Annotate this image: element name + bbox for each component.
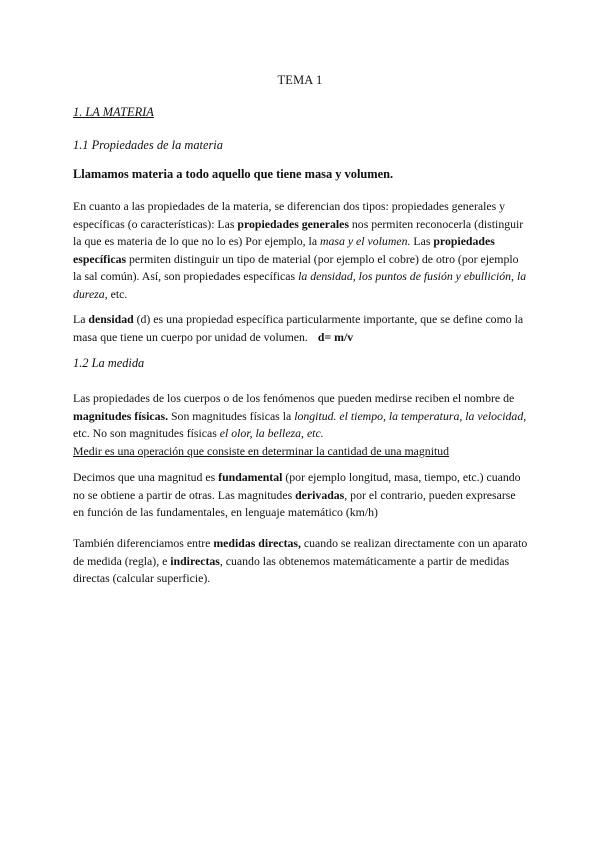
bold-term: propiedades generales xyxy=(237,216,349,231)
text: Son magnitudes físicas la xyxy=(168,408,295,423)
text: cuando se realizan directamente con un aparato de medida (regla), e xyxy=(73,536,528,568)
text: , por el contrario, pueden expresarse en función de las fundamentales, en lenguaje matemático (km/h) xyxy=(73,487,516,520)
text: Las propiedades de los cuerpos o de los fenómenos que pueden medirse reciben el nombre de xyxy=(73,391,515,405)
bold-term: densidad xyxy=(88,312,134,326)
definition-lead: Llamamos materia a todo aquello que tiene masa y volumen. xyxy=(73,167,394,181)
paragraph-fundamental xyxy=(73,469,528,522)
bold-term: derivadas xyxy=(295,487,345,502)
document-title: TEMA 1 xyxy=(277,73,323,87)
text: La xyxy=(73,312,89,326)
bold-term: magnitudes físicas. xyxy=(73,408,169,423)
text: , etc. xyxy=(104,286,128,301)
subsection-heading-1-2: 1.2 La medida xyxy=(73,356,145,370)
italic-term: el olor, la belleza, etc. xyxy=(219,426,324,441)
italic-term: la densidad, los puntos de fusión y ebullición, la dureza xyxy=(73,269,527,301)
paragraph-properties xyxy=(73,198,528,304)
text: También diferenciamos entre xyxy=(73,536,214,550)
text: (d) es una propiedad específica particularmente importante, que se define como la masa que tiene un cuerpo por unidad de volumen. xyxy=(73,312,524,344)
italic-term: longitud. el tiempo, la temperatura, la velocidad xyxy=(294,408,524,423)
bold-term: medidas directas, xyxy=(213,536,301,550)
text: , cuando las obtenemos matemáticamente a partir de medidas directas (calcular superficie). xyxy=(73,553,510,586)
bold-term: propiedades específicas xyxy=(73,234,495,266)
text: Decimos que una magnitud es xyxy=(73,470,219,484)
paragraph-density xyxy=(73,311,528,346)
underlined-definition: Medir es una operación que consiste en determinar la cantidad de una magnitud xyxy=(73,443,450,458)
italic-term: masa y el volumen. xyxy=(320,234,411,249)
text: (por ejemplo longitud, masa, tiempo, etc.) cuando no se obtiene a partir de otras. Las magnitudes xyxy=(73,470,521,502)
text: nos permiten reconocerla (distinguir la que es materia de lo que no lo es) Por ejemplo, la xyxy=(73,216,524,249)
text: Las xyxy=(410,234,434,249)
text: , etc. No son magnitudes físicas xyxy=(73,408,527,441)
section-heading-1: 1. LA MATERIA xyxy=(73,105,154,119)
paragraph-measurements xyxy=(73,535,528,588)
bold-term: fundamental xyxy=(218,470,283,484)
text: En cuanto a las propiedades de la materia, se diferencian dos tipos: propiedades generales y específicas (o características): Las xyxy=(73,199,506,231)
bold-term: indirectas xyxy=(170,553,220,568)
density-formula: d= m/v xyxy=(317,329,354,344)
subsection-heading-1-1: 1.1 Propiedades de la materia xyxy=(73,138,223,152)
paragraph-magnitudes xyxy=(73,390,528,460)
text: permiten distinguir un tipo de material (por ejemplo el cobre) de otro (por ejemplo la sal común). Así, son propiedades específicas xyxy=(73,251,519,284)
